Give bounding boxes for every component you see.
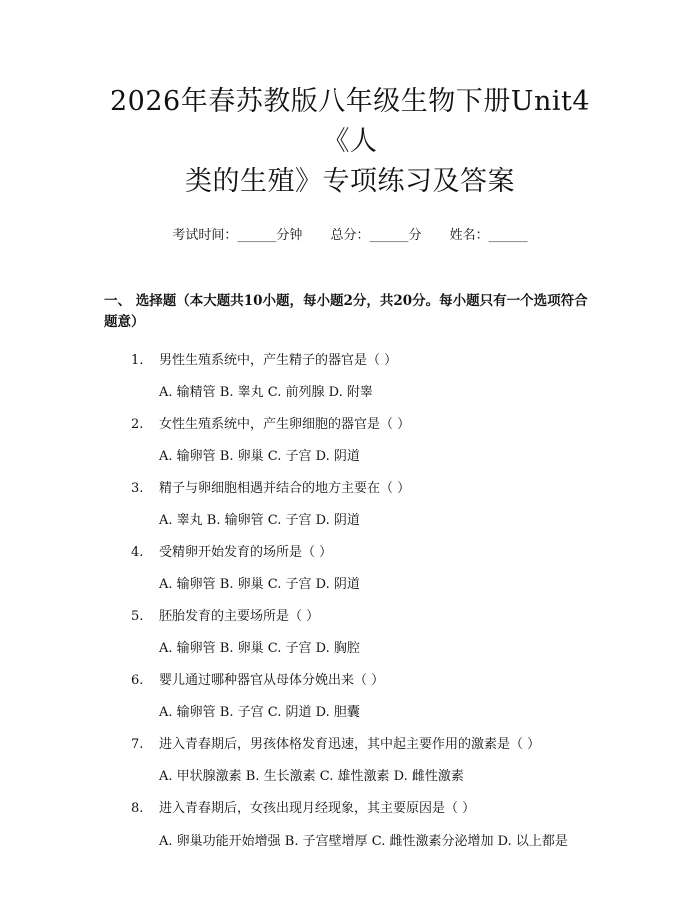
exam-score: 总分：______分 — [330, 228, 422, 243]
question-stem: 进入青春期后，女孩出现月经现象，其主要原因是（ ） — [159, 801, 476, 816]
question-number: 5. — [131, 609, 144, 624]
question-stem: 精子与卵细胞相遇并结合的地方主要在（ ） — [159, 481, 411, 496]
question-number: 6. — [131, 673, 144, 688]
question-item — [104, 799, 596, 853]
exam-meta — [104, 224, 596, 243]
exam-name: 姓名：______ — [449, 228, 528, 243]
question-list — [104, 351, 596, 853]
question-options: A. 输卵管 B. 子宫 C. 阴道 D. 胆囊 — [159, 705, 360, 720]
question-options: A. 睾丸 B. 输卵管 C. 子宫 D. 阴道 — [159, 513, 360, 528]
question-options: A. 卵巢功能开始增强 B. 子宫壁增厚 C. 雌性激素分泌增加 D. 以上都是 — [159, 834, 568, 849]
section-heading: 一、 选择题（本大题共10小题，每小题2分，共20分。每小题只有一个选项符合题意） — [104, 293, 588, 330]
question-item — [104, 671, 596, 723]
question-item — [104, 543, 596, 595]
question-item — [104, 351, 596, 403]
question-stem: 胚胎发育的主要场所是（ ） — [159, 609, 320, 624]
question-number: 8. — [131, 801, 144, 816]
question-options: A. 输卵管 B. 卵巢 C. 子宫 D. 胸腔 — [159, 641, 360, 656]
question-options: A. 输卵管 B. 卵巢 C. 子宫 D. 阴道 — [159, 449, 360, 464]
question-stem: 婴儿通过哪种器官从母体分娩出来（ ） — [159, 673, 385, 688]
question-stem: 男性生殖系统中，产生精子的器官是（ ） — [159, 353, 398, 368]
question-item — [104, 607, 596, 659]
question-item — [104, 415, 596, 467]
question-stem: 进入青春期后，男孩体格发育迅速，其中起主要作用的激素是（ ） — [159, 737, 541, 752]
question-number: 2. — [131, 417, 144, 432]
question-number: 7. — [131, 737, 144, 752]
question-number: 3. — [131, 481, 144, 496]
question-options: A. 输精管 B. 睾丸 C. 前列腺 D. 附睾 — [159, 385, 373, 400]
exam-time: 考试时间：______分钟 — [172, 228, 303, 243]
question-stem: 女性生殖系统中，产生卵细胞的器官是（ ） — [159, 417, 411, 432]
question-stem: 受精卵开始发育的场所是（ ） — [159, 545, 333, 560]
question-item — [104, 735, 596, 787]
title-line-2: 类的生殖》专项练习及答案 — [185, 166, 515, 197]
question-item — [104, 479, 596, 531]
title-line-1: 2026年春苏教版八年级生物下册Unit4《人 — [109, 86, 591, 157]
question-number: 1. — [131, 353, 144, 368]
question-number: 4. — [131, 545, 144, 560]
question-options: A. 甲状腺激素 B. 生长激素 C. 雄性激素 D. 雌性激素 — [159, 769, 464, 784]
question-options: A. 输卵管 B. 卵巢 C. 子宫 D. 阴道 — [159, 577, 360, 592]
document-title — [104, 82, 596, 202]
